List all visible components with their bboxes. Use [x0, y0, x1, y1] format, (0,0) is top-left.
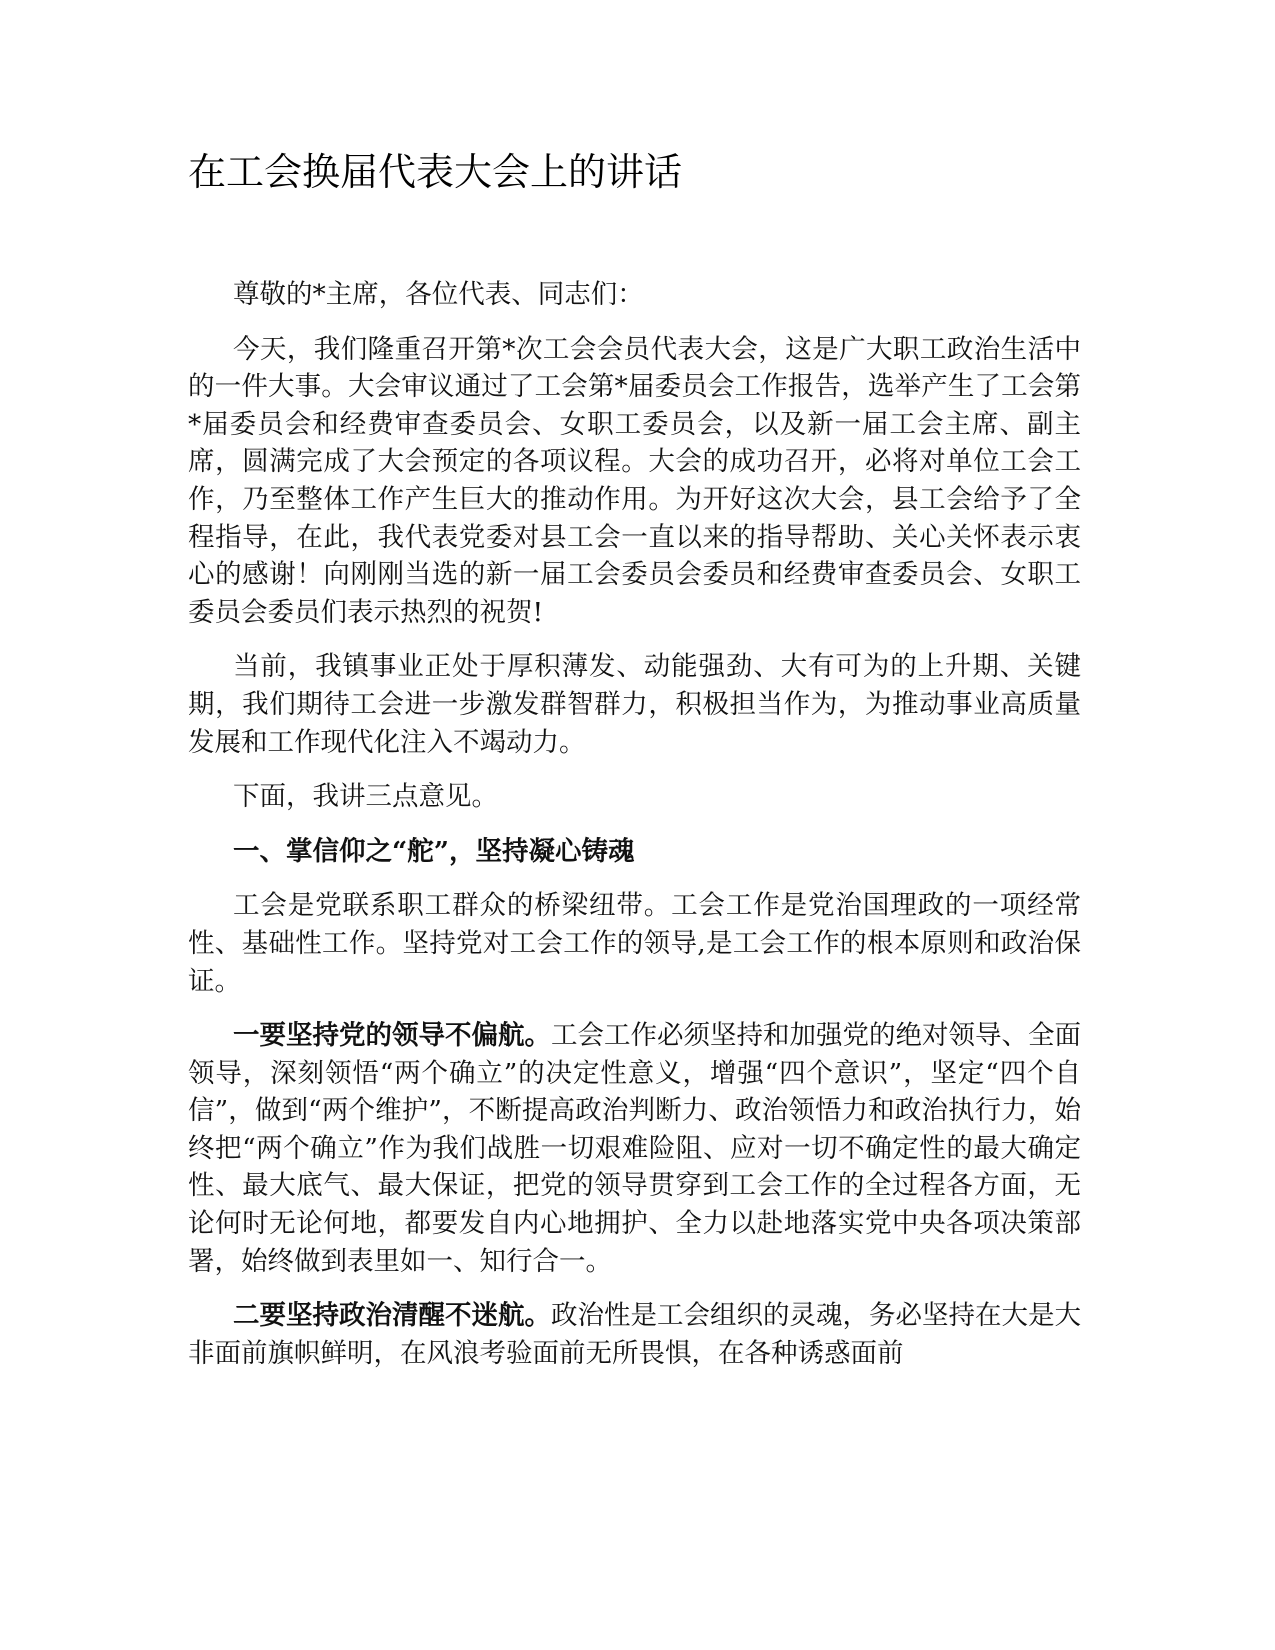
- paragraph-three-points: 下面，我讲三点意见。: [233, 781, 498, 813]
- point-1-lead: 一要坚持党的领导不偏航。: [233, 1020, 551, 1052]
- paragraph-current-situation: 当前，我镇事业正处于厚积薄发、动能强劲、大有可为的上升期、关键期，我们期待工会进一步激发群智群力，积极担当作为，为推动事业高质量发展和工作现代化注入不竭动力。: [188, 651, 1081, 758]
- point-2-text: 政治性是工会组织的灵魂，务必坚持在大是大非面前旗帜鲜明，在风浪考验面前无所畏惧，在各种诱惑面前: [188, 1300, 1081, 1369]
- paragraph-point-1: [188, 1017, 1081, 1280]
- paragraph-point-2: [188, 1297, 1081, 1372]
- salutation: 尊敬的*主席，各位代表、同志们：: [233, 279, 644, 310]
- section-heading-1: 一、掌信仰之“舵”，坚持凝心铸魂: [233, 835, 635, 867]
- paragraph-opening: 今天，我们隆重召开第*次工会会员代表大会，这是广大职工政治生活中的一件大事。大会审议通过了工会第*届委员会工作报告，选举产生了工会第*届委员会和经费审查委员会、女职工委员会，以及新一届工会主席、副主席，圆满完成了大会预定的各项议程。大会的成功召开，必将对单位工会工作，乃至整体工作产生巨大的推动作用。为开好这次大会，县工会给予了全程指导，在此，我代表党委对县工会一直以来的指导帮助、关心关怀表示衷心的感谢！向刚刚当选的新一届工会委员会委员和经费审查委员会、女职工委员会委员们表示热烈的祝贺!: [188, 333, 1081, 628]
- point-1-text: 工会工作必须坚持和加强党的绝对领导、全面领导，深刻领悟“两个确立”的决定性意义，增强“四个意识”，坚定“四个自信”，做到“两个维护”，不断提高政治判断力、政治领悟力和政治执行力，始终把“两个确立”作为我们战胜一切艰难险阻、应对一切不确定性的最大确定性、最大底气、最大保证，把党的领导贯穿到工会工作的全过程各方面，无论何时无论何地，都要发自内心地拥护、全力以赴地落实党中央各项决策部署，始终做到表里如一、知行合一。: [188, 1020, 1081, 1277]
- document-body: [188, 276, 1081, 1389]
- point-2-lead: 二要坚持政治清醒不迷航。: [233, 1300, 551, 1332]
- document-title: 在工会换届代表大会上的讲话: [188, 150, 683, 194]
- paragraph-union-role: 工会是党联系职工群众的桥梁纽带。工会工作是党治国理政的一项经常性、基础性工作。坚持党对工会工作的领导,是工会工作的根本原则和政治保证。: [188, 890, 1081, 997]
